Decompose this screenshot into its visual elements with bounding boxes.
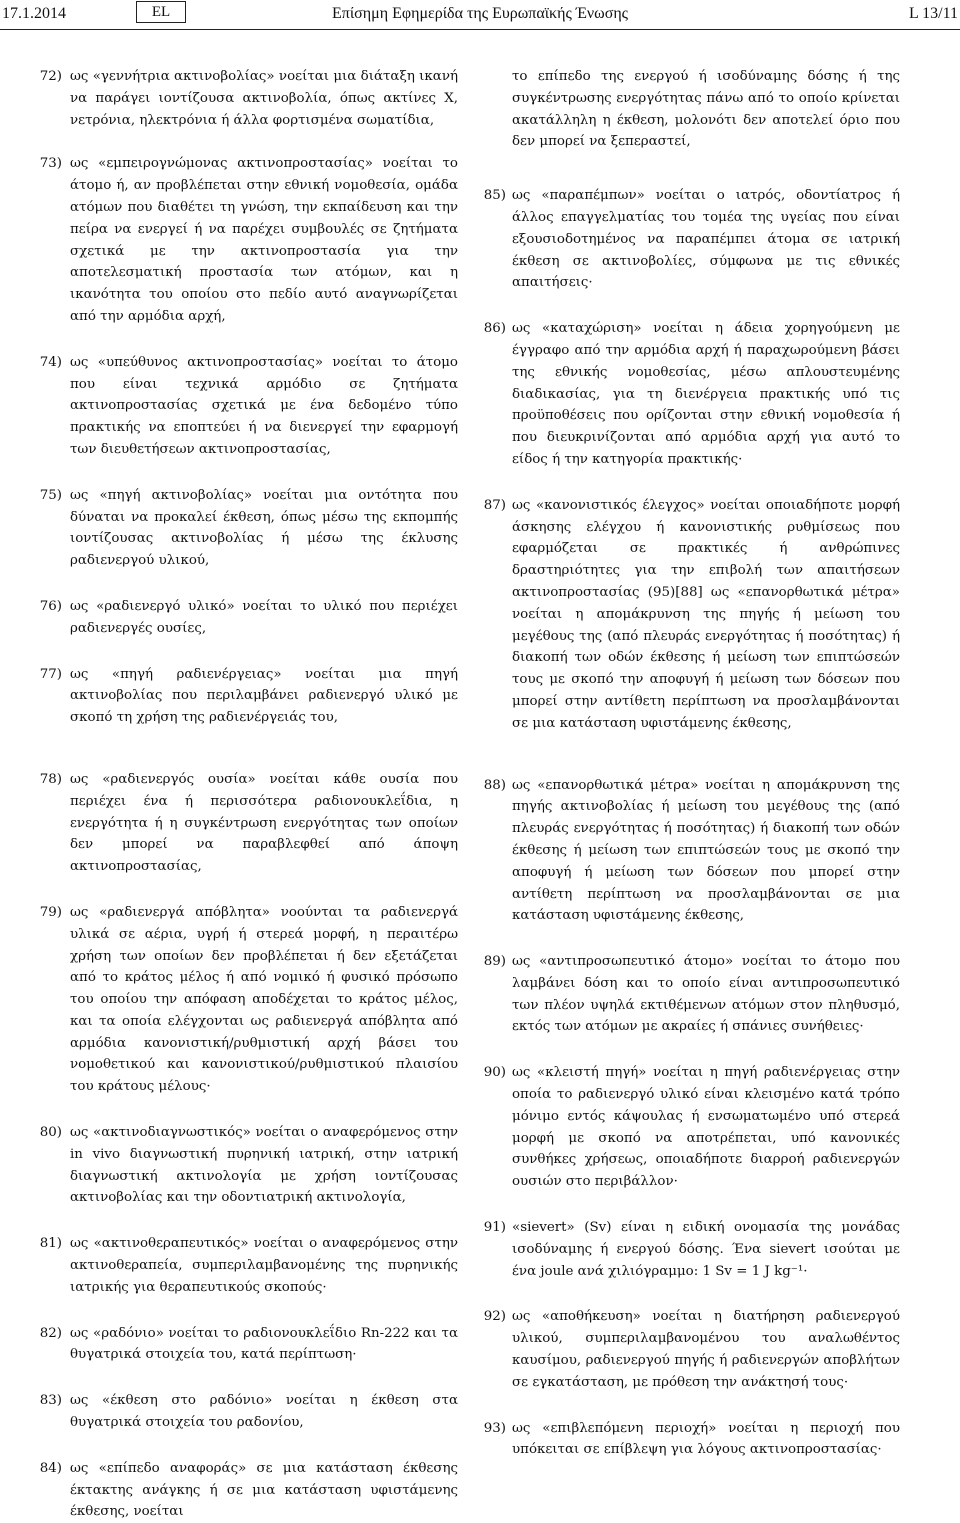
item-number: 83)	[39, 1393, 62, 1409]
item-number: 89)	[483, 954, 506, 970]
definition-item	[39, 352, 458, 461]
item-text: ως «επανορθωτικά μέτρα» νοείται η απομάκρυνση της πηγής ακτινοβολίας ή μείωση του μεγέθους της (από πλευράς ενεργότητας ή ποσότητας) ή διακοπή των οδών έκθεσης ή μείωση των επιπτώσεών τους με σκοπό την αποφυγή ή μείωση των δόσεων που μπορεί στην αντίθετη περίπτωση να προσλαμβάνονται σε μια κατάσταση υφιστάμενης έκθεσης,	[512, 777, 900, 924]
definition-item	[483, 495, 900, 735]
item-number: 79)	[39, 904, 62, 920]
item-text: ως «επίπεδο αναφοράς» σε μια κατάσταση έκθεσης έκτακτης ανάγκης ή σε μια κατάσταση υφιστάμενης έκθεσης, νοείται	[70, 1460, 458, 1520]
item-number: 84)	[39, 1460, 62, 1476]
item-number: 77)	[39, 666, 62, 682]
definition-item	[483, 775, 900, 928]
continuation-text: το επίπεδο της ενεργού ή ισοδύναμης δόσης ή της συγκέντρωσης ενεργότητας πάνω από το οποίο κρίνεται ακατάλληλη η έκθεση, μολονότι δεν αποτελεί όριο που δεν μπορεί να ξεπεραστεί,	[512, 69, 900, 150]
definition-item	[39, 1122, 458, 1209]
item-text: ως «ραδιενεργός ουσία» νοείται κάθε ουσία που περιέχει ένα ή περισσότερα ραδιονουκλεΐδια, η ενεργότητα ή η συγκέντρωση ενεργότητας των οποίων δεν μπορεί να παραβλεφθεί από άποψη ακτινοπροστασίας,	[70, 771, 458, 875]
item-text: ως «κλειστή πηγή» νοείται η πηγή ραδιενέργειας στην οποία το ραδιενεργό υλικό είναι κλεισμένο κατά τρόπο μόνιμο εντός κάψουλας ή ενσωματωμένο υπό στερεά μορφή με σκοπό να αποτρέπεται, υπό κανονικές συνθήκες χρήσεως, οποιαδήποτε διαρροή ραδιενεργών ουσιών στο περιβάλλον·	[512, 1065, 900, 1190]
definition-item	[39, 485, 458, 572]
definition-item	[39, 1323, 458, 1367]
item-text: ως «υπεύθυνος ακτινοπροστασίας» νοείται το άτομο που είναι τεχνικά αρμόδιο σε ζητήματα ακτινοπροστασίας σχετικά με ένα δεδομένο τύπο πρακτικής να εποπτεύει ή να διενεργεί την εφαρμογή των διευθετήσεων ακτινοπροστασίας,	[70, 354, 458, 457]
definition-item	[39, 664, 458, 729]
right-column	[483, 66, 900, 1461]
definition-item	[483, 1062, 900, 1193]
definition-item	[39, 769, 458, 878]
definition-item	[39, 1390, 458, 1434]
definition-item	[39, 596, 458, 640]
item-number: 81)	[39, 1236, 62, 1252]
header-date: 17.1.2014	[2, 5, 66, 22]
item-number: 88)	[483, 777, 506, 793]
definition-item	[39, 153, 458, 327]
page-header	[0, 0, 960, 28]
header-rule	[0, 29, 960, 30]
item-text: ως «επιβλεπόμενη περιοχή» νοείται η περιοχή που υπόκειται σε επίβλεψη για λόγους ακτινοπροστασίας·	[512, 1420, 900, 1458]
item-text: ως «ραδιενεργό υλικό» νοείται το υλικό που περιέχει ραδιενεργές ουσίες,	[70, 598, 458, 636]
item-number: 82)	[39, 1325, 62, 1341]
item-text: ως «έκθεση στο ραδόνιο» νοείται η έκθεση στα θυγατρικά στοιχεία του ραδονίου,	[70, 1393, 458, 1431]
item-number: 76)	[39, 598, 62, 614]
item-text: ως «παραπέμπων» νοείται ο ιατρός, οδοντίατρος ή άλλος επαγγελματίας του τομέα της υγείας που είναι εξουσιοδοτημένος να παραπέμπει άτομα σε ιατρική έκθεση σε ακτινοβολίες, σύμφωνα με τις εθνικές απαιτήσεις·	[512, 188, 900, 291]
item-text: ως «γεννήτρια ακτινοβολίας» νοείται μια διάταξη ικανή να παράγει ιοντίζουσα ακτινοβολία, όπως ακτίνες Χ, νετρόνια, ηλεκτρόνια ή άλλα φορτισμένα σωματίδια,	[70, 69, 458, 128]
definition-item	[39, 66, 458, 131]
item-text: «sievert» (Sv) είναι η ειδική ονομασία της μονάδας ισοδύναμης ή ενεργού δόσης. Ένα sievert ισούται με ένα joule ανά χιλιόγραμμο: 1 Sv = 1 J kg⁻¹·	[512, 1220, 900, 1279]
item-number: 80)	[39, 1125, 62, 1141]
item-number: 78)	[39, 771, 62, 787]
item-text: ως «κανονιστικός έλεγχος» νοείται οποιαδήποτε μορφή άσκησης ελέγχου ή κανονιστικής ρυθμίσεως που εφαρμόζεται σε πρακτικές ή ανθρώπινες δραστηριότητες για την επιβολή των απαιτήσεων ακτινοπροστασίας (95)[88] ως «επανορθωτικά μέτρα» νοείται η απομάκρυνση της πηγής ή μείωση του μεγέθους της (από πλευράς ενεργότητας ή ποσότητας) ή διακοπή των οδών έκθεσης ή μείωση των επιπτώσεών τους με σκοπό την αποφυγή ή μείωση των δόσεων που μπορεί στην αντίθετη περίπτωση να προσλαμβάνονται σε μια κατάσταση υφιστάμενης έκθεσης,	[512, 497, 900, 731]
item-text: ως «ακτινοθεραπευτικός» νοείται ο αναφερόμενος στην ακτινοθεραπεία, συμπεριλαμβανομένης της πυρηνικής ιατρικής για θεραπευτικούς σκοπούς·	[70, 1236, 458, 1295]
definition-item	[39, 1458, 458, 1523]
item-number: 91)	[483, 1220, 506, 1236]
item-number: 75)	[39, 487, 62, 503]
item-number: 73)	[39, 156, 62, 172]
item-number: 90)	[483, 1065, 506, 1081]
item-text: ως «αντιπροσωπευτικό άτομο» νοείται το άτομο που λαμβάνει δόση και το οποίο είναι αντιπροσωπευτικό των πλέον υψηλά εκτιθέμενων ατόμων στον πληθυσμό, εκτός των ατόμων με ακραίες ή σπάνιες συνήθειες·	[512, 954, 900, 1035]
definition-item	[483, 951, 900, 1038]
definition-item	[483, 1418, 900, 1462]
page-number: L 13/11	[908, 5, 958, 22]
journal-title: Επίσημη Εφημερίδα της Ευρωπαϊκής Ένωσης	[331, 5, 629, 22]
definition-item	[39, 1233, 458, 1298]
left-column	[39, 66, 458, 1523]
definition-item	[483, 1306, 900, 1393]
item-text: ως «ραδιενεργά απόβλητα» νοούνται τα ραδιενεργά υλικά σε αέρια, υγρή ή στερεά μορφή, η περαιτέρω χρήση των οποίων δεν προβλέπεται ή δεν εξετάζεται από το κράτος μέλος ή από νομικό ή φυσικό πρόσωπο του οποίου την απόφαση αποδέχεται το κράτος μέλος, και τα οποία ελέγχονται ως ραδιενεργά απόβλητα από αρμόδια κανονιστική/ρυθμιστική αρχή βάσει του νομοθετικού και κανονιστικού/ρυθμιστικού πλαισίου του κράτους μέλους·	[70, 904, 458, 1095]
item-text: ως «ραδόνιο» νοείται το ραδιονουκλεΐδιο Rn-222 και τα θυγατρικά στοιχεία του, κατά περίπτωση·	[70, 1325, 458, 1363]
item-number: 87)	[483, 497, 506, 513]
item-number: 85)	[483, 188, 506, 204]
definition-item	[483, 318, 900, 471]
item-number: 92)	[483, 1309, 506, 1325]
item-text: ως «ακτινοδιαγνωστικός» νοείται ο αναφερόμενος στην in vivo διαγνωστική πυρηνική ιατρική, στην ιατρική διαγνωστική ακτινολογία με χρήση ιοντίζουσας ακτινοβολίας και την οδοντιατρική ακτινολογία,	[70, 1125, 458, 1206]
language-code-box: EL	[136, 1, 186, 23]
item-text: ως «αποθήκευση» νοείται η διατήρηση ραδιενεργού υλικού, συμπεριλαμβανομένου του αναλωθέντος καυσίμου, ραδιενεργού πηγής ή ραδιενεργών αποβλήτων σε εγκατάσταση, με πρόθεση την ανάκτησή τους·	[512, 1309, 900, 1390]
item-text: ως «εμπειρογνώμονας ακτινοπροστασίας» νοείται το άτομο ή, αν προβλέπεται στην εθνική νομοθεσία, ομάδα ατόμων που διαθέτει τη γνώση, την εκπαίδευση και την πείρα να ενεργεί ή να παρέχει συμβουλές σε ζητήματα σχετικά με την ακτινοπροστασία για την αποτελεσματική προστασία των ατόμων, και η ικανότητα του οποίου στο πεδίο αυτό αναγνωρίζεται από την αρμόδια αρχή,	[70, 156, 458, 324]
item-number: 93)	[483, 1420, 506, 1436]
definition-item	[483, 185, 900, 294]
item-number: 72)	[39, 69, 62, 84]
item-text: ως «καταχώριση» νοείται η άδεια χορηγούμενη με έγγραφο από την αρμόδια αρχή ή παραχωρούμενη βάσει της εθνικής νομοθεσίας, μέσω απλουστευμένης διαδικασίας, για τη διενέργεια πρακτικής υπό τις προϋποθέσεις που ορίζονται στην εθνική νομοθεσία ή που διευκρινίζονται από αρμόδια αρχή για αυτό το είδος ή την κατηγορία πρακτικής·	[512, 321, 900, 467]
item-number: 74)	[39, 354, 62, 370]
item-text: ως «πηγή ραδιενέργειας» νοείται μια πηγή ακτινοβολίας που περιλαμβάνει ραδιενεργό υλικό με σκοπό τη χρήση της ραδιενέργειάς του,	[70, 666, 458, 726]
item-number: 86)	[483, 321, 506, 337]
item-text: ως «πηγή ακτινοβολίας» νοείται μια οντότητα που δύναται να προκαλεί έκθεση, όπως μέσω της εκπομπής ιοντίζουσας ακτινοβολίας ή μέσω της έκλυσης ραδιενεργού υλικού,	[70, 487, 458, 569]
definition-item	[39, 902, 458, 1098]
definition-item	[483, 1217, 900, 1282]
